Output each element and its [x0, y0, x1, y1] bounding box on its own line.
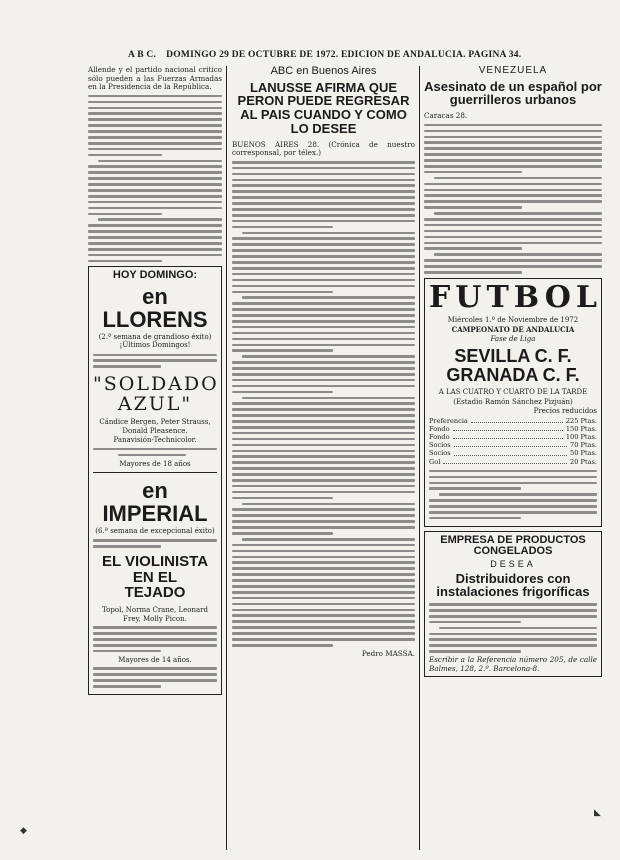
column-left — [88, 66, 222, 695]
film-title-tejado: TEJADO — [124, 584, 186, 602]
film2-rating: Mayores de 14 años. — [118, 655, 192, 664]
price-label: Preferencia — [429, 416, 468, 425]
ad-cinema-en-2: en — [142, 478, 168, 503]
column-rule-right — [419, 66, 420, 850]
price-label: Gol — [429, 457, 441, 466]
article-byline: Pedro MASSA. — [361, 648, 415, 658]
football-date: Miércoles 1.º de Noviembre de 1972 — [447, 316, 579, 325]
frozen-products-ad — [424, 531, 602, 678]
price-row — [429, 417, 597, 425]
football-phase: Fase de Liga — [490, 335, 536, 344]
header-dateline: DOMINGO 29 DE OCTUBRE DE 1972. EDICION DE ANDALUCIA. PAGINA 34. — [166, 50, 522, 60]
film-cast: Cándice Bergen, Peter Strauss, Donald Pleasence. — [99, 418, 211, 435]
ad-divider — [93, 472, 217, 473]
team-granada: GRANADA C. F. — [446, 364, 580, 385]
prices-title: Precios reducidos — [533, 407, 597, 416]
ad-main-text: Distribuidores con instalaciones frigoríficas — [436, 570, 590, 600]
price-value: 50 Ptas. — [570, 449, 597, 458]
football-ad — [424, 278, 602, 527]
price-value: 150 Ptas. — [565, 424, 597, 433]
masthead-abc: A B C. — [128, 50, 157, 60]
venezuela-headline: Asesinato de un español por guerrilleros urbanos — [424, 78, 602, 108]
column-rule-left — [226, 66, 227, 850]
ad-cinema-llorens-name: LLORENS — [102, 307, 208, 333]
ad-hoy-domingo: HOY DOMINGO: — [112, 269, 198, 282]
film-session-text — [93, 448, 217, 456]
film2-cast: Topol, Norma Crane, Leonard Frey, Molly Picon. — [102, 606, 208, 623]
ad-cinema-llorens — [93, 285, 217, 332]
price-list — [429, 417, 597, 466]
column-center — [232, 66, 415, 661]
price-label: Socios — [429, 441, 451, 450]
film-title-violinista: EL VIOLINISTA EN EL — [101, 552, 209, 586]
match-time: A LAS CUATRO Y CUARTO DE LA TARDE — [438, 388, 588, 397]
article-text-block — [88, 95, 222, 263]
article-body — [232, 161, 415, 647]
price-row — [429, 449, 597, 457]
football-notes — [429, 470, 597, 520]
ad-llorens-text — [93, 354, 217, 368]
price-row — [429, 425, 597, 433]
page-header — [128, 50, 608, 64]
team-sevilla: SEVILLA C. F. — [454, 345, 572, 366]
film-format: Panavisión-Technicolor. — [113, 436, 197, 445]
venezuela-body — [424, 124, 602, 274]
price-label: Socios — [429, 449, 451, 458]
price-row — [429, 458, 597, 466]
ad-body-text — [429, 603, 597, 653]
article-headline: LANUSSE AFIRMA QUE PERON PUEDE REGRESAR AL PAIS CUANDO Y COMO LO DESEE — [237, 79, 410, 136]
ad-desea: DESEA — [490, 559, 536, 570]
corner-mark-left: ◆ — [20, 826, 27, 836]
cinema-ad — [88, 266, 222, 694]
film-rating: Mayores de 18 años — [119, 459, 191, 468]
football-title: FUTBOL — [429, 279, 602, 315]
ad-llorens-sub: (2.ª semana de grandioso éxito) ¡Últimos Domingos! — [98, 332, 212, 350]
price-value: 20 Ptas. — [570, 457, 597, 466]
ad-cinema-imperial — [93, 479, 217, 526]
article-dateline: BUENOS AIRES 28. (Crónica de nuestro corresponsal, por télex.) — [232, 139, 415, 158]
film2-text — [93, 626, 217, 652]
column-right — [424, 66, 602, 677]
ad-company: EMPRESA DE PRODUCTOS CONGELADOS — [440, 533, 586, 558]
match-stadium: (Estadio Ramón Sánchez Pizjuán) — [453, 397, 573, 406]
price-label: Fondo — [429, 424, 450, 433]
film2-extra-text — [93, 667, 217, 687]
ad-cinema-imperial-name: IMPERIAL — [102, 501, 208, 527]
price-value: 70 Ptas. — [570, 441, 597, 450]
price-value: 100 Ptas. — [565, 432, 597, 441]
football-championship: CAMPEONATO DE ANDALUCIA — [451, 324, 575, 334]
ad-imperial-text — [93, 539, 217, 547]
price-row — [429, 433, 597, 441]
film-title-azul: AZUL" — [117, 393, 193, 416]
price-value: 225 Ptas. — [565, 416, 597, 425]
section-venezuela: VENEZUELA — [478, 65, 548, 76]
film-title-soldado: "SOLDADO — [93, 372, 219, 395]
ad-imperial-sub: (6.ª semana de excepcional éxito) — [95, 526, 215, 535]
ad-contact: Escribir a la Referencia número 205, de calle Balmes, 128, 2.º. Barcelona-8. — [429, 655, 597, 673]
venezuela-dateline: Caracas 28. — [424, 111, 468, 121]
article-intro: Allende y el partido nacional critico sólo pueden a las Fuerzas Armadas en la Presidencia de la República. — [88, 65, 222, 92]
price-label: Fondo — [429, 432, 450, 441]
article-kicker: ABC en Buenos Aires — [270, 65, 377, 77]
corner-mark-right: ◣ — [594, 808, 601, 818]
ad-cinema-en: en — [142, 283, 168, 309]
price-row — [429, 441, 597, 449]
